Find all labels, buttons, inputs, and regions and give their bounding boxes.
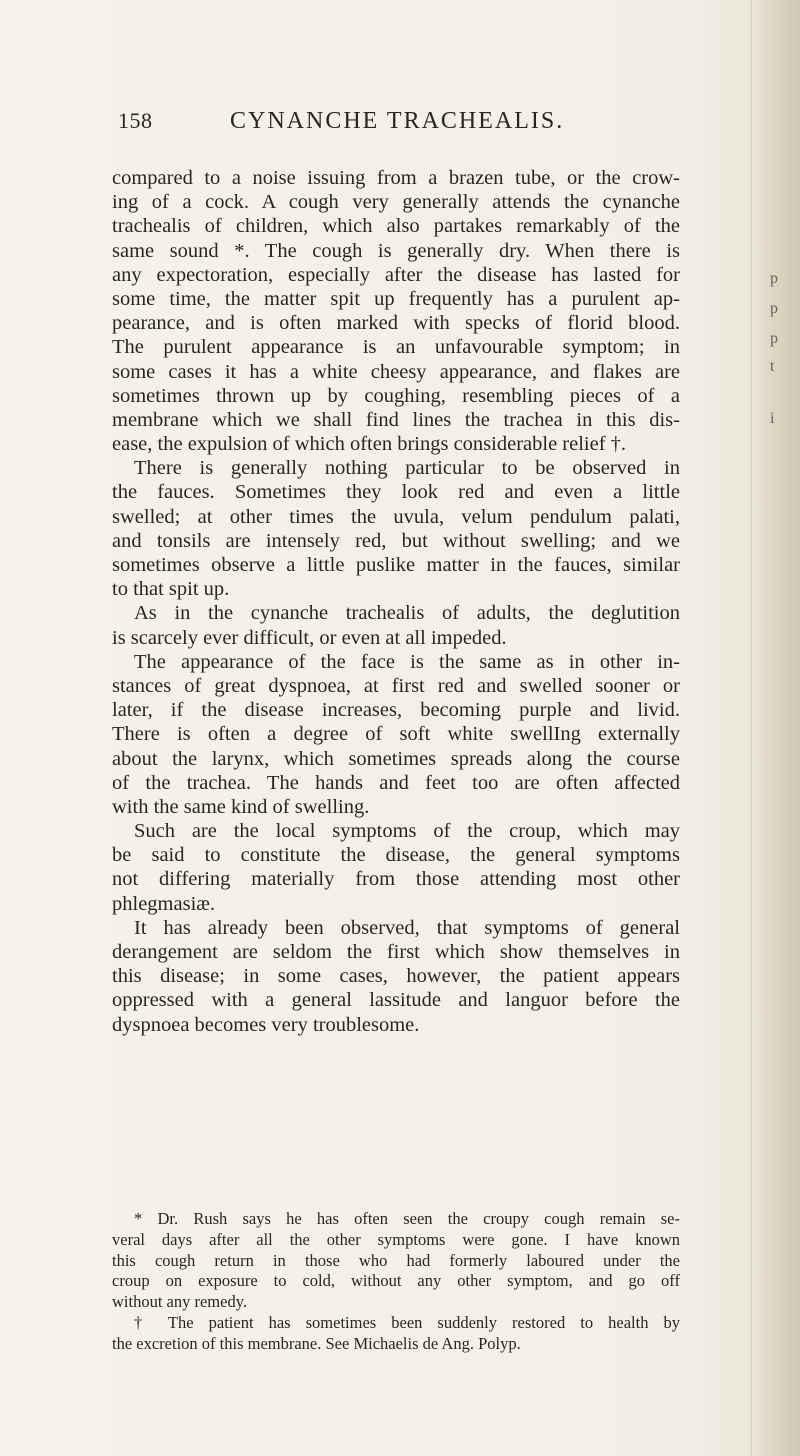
body-line: trachealis of children, which also partakes remarkably of the	[112, 215, 680, 238]
body-line: compared to a noise issuing from a brazen tube, or the crow-	[112, 167, 680, 189]
facing-page-edge	[751, 0, 800, 1456]
body-text	[112, 166, 680, 1037]
body-line: There is generally nothing particular to be observed in	[134, 457, 680, 480]
body-line: pearance, and is often marked with specks of florid blood.	[112, 312, 680, 335]
page-header	[118, 108, 678, 148]
body-line: ease, the expulsion of which often brings considerable relief †.	[112, 433, 627, 456]
body-line: and tonsils are intensely red, but without swelling; and we	[112, 529, 680, 552]
body-line: same sound *. The cough is generally dry. When there is	[112, 239, 680, 262]
body-line: The purulent appearance is an unfavourable symptom; in	[112, 336, 680, 359]
body-line: the fauces. Sometimes they look red and even a little	[112, 481, 680, 504]
facing-page-letter: p	[770, 270, 778, 287]
body-line: oppressed with a general lassitude and languor before the	[112, 989, 680, 1012]
body-line: dyspnoea becomes very troublesome.	[112, 1013, 420, 1036]
body-line: ing of a cock. A cough very generally attends the cynanche	[112, 191, 680, 214]
facing-page-letter: p	[770, 330, 778, 347]
body-line: sometimes observe a little puslike matter in the fauces, similar	[112, 554, 680, 576]
body-line: any expectoration, especially after the disease has lasted for	[112, 263, 680, 286]
body-line: stances of great dyspnoea, at first red and swelled sooner or	[112, 674, 680, 697]
body-line: swelled; at other times the uvula, velum pendulum palati,	[112, 505, 680, 528]
body-line: Such are the local symptoms of the croup, which may	[134, 820, 680, 843]
footnote-line: veral days after all the other symptoms were gone. I have known	[112, 1229, 680, 1249]
body-line: with the same kind of swelling.	[112, 795, 370, 818]
running-head: CYNANCHE TRACHEALIS.	[230, 108, 565, 134]
footnote-line: without any remedy.	[112, 1292, 248, 1312]
body-line: derangement are seldom the first which show themselves in	[112, 941, 680, 963]
footnote-line: this cough return in those who had formerly laboured under the	[112, 1250, 680, 1270]
facing-page-letter: p	[770, 300, 778, 317]
body-line: membrane which we shall find lines the trachea in this dis-	[112, 408, 680, 431]
body-line: about the larynx, which sometimes spreads along the course	[112, 747, 680, 770]
body-line: sometimes thrown up by coughing, resembling pieces of a	[112, 384, 680, 407]
body-line: It has already been observed, that symptoms of general	[134, 916, 680, 939]
body-line: some cases it has a white cheesy appearance, and flakes are	[112, 360, 680, 383]
footnote-line: † The patient has sometimes been suddenly restored to health by	[134, 1312, 680, 1332]
footnote-line: * Dr. Rush says he has often seen the croupy cough remain se-	[134, 1209, 680, 1228]
footnote-line: croup on exposure to cold, without any other symptom, and go off	[112, 1271, 680, 1291]
body-line: later, if the disease increases, becoming purple and livid.	[112, 699, 680, 722]
body-line: some time, the matter spit up frequently has a purulent ap-	[112, 287, 680, 310]
body-line: be said to constitute the disease, the general symptoms	[112, 844, 680, 867]
body-line: this disease; in some cases, however, the patient appears	[112, 965, 680, 988]
body-line: of the trachea. The hands and feet too are often affected	[112, 771, 680, 794]
body-line: not differing materially from those attending most other	[112, 868, 680, 891]
body-line: As in the cynanche trachealis of adults, the deglutition	[134, 602, 680, 625]
facing-page-letter: i	[770, 410, 775, 427]
body-line: There is often a degree of soft white swellIng externally	[112, 723, 680, 746]
footnote-line: the excretion of this membrane. See Michaelis de Ang. Polyp.	[112, 1333, 521, 1353]
body-line: is scarcely ever difficult, or even at all impeded.	[112, 626, 507, 649]
body-line: The appearance of the face is the same as in other in-	[134, 650, 680, 673]
body-line: phlegmasiæ.	[112, 892, 216, 915]
footnotes	[112, 1209, 680, 1355]
body-line: to that spit up.	[112, 578, 230, 601]
facing-page-letter: t	[770, 358, 775, 375]
page-number: 158	[118, 108, 153, 133]
